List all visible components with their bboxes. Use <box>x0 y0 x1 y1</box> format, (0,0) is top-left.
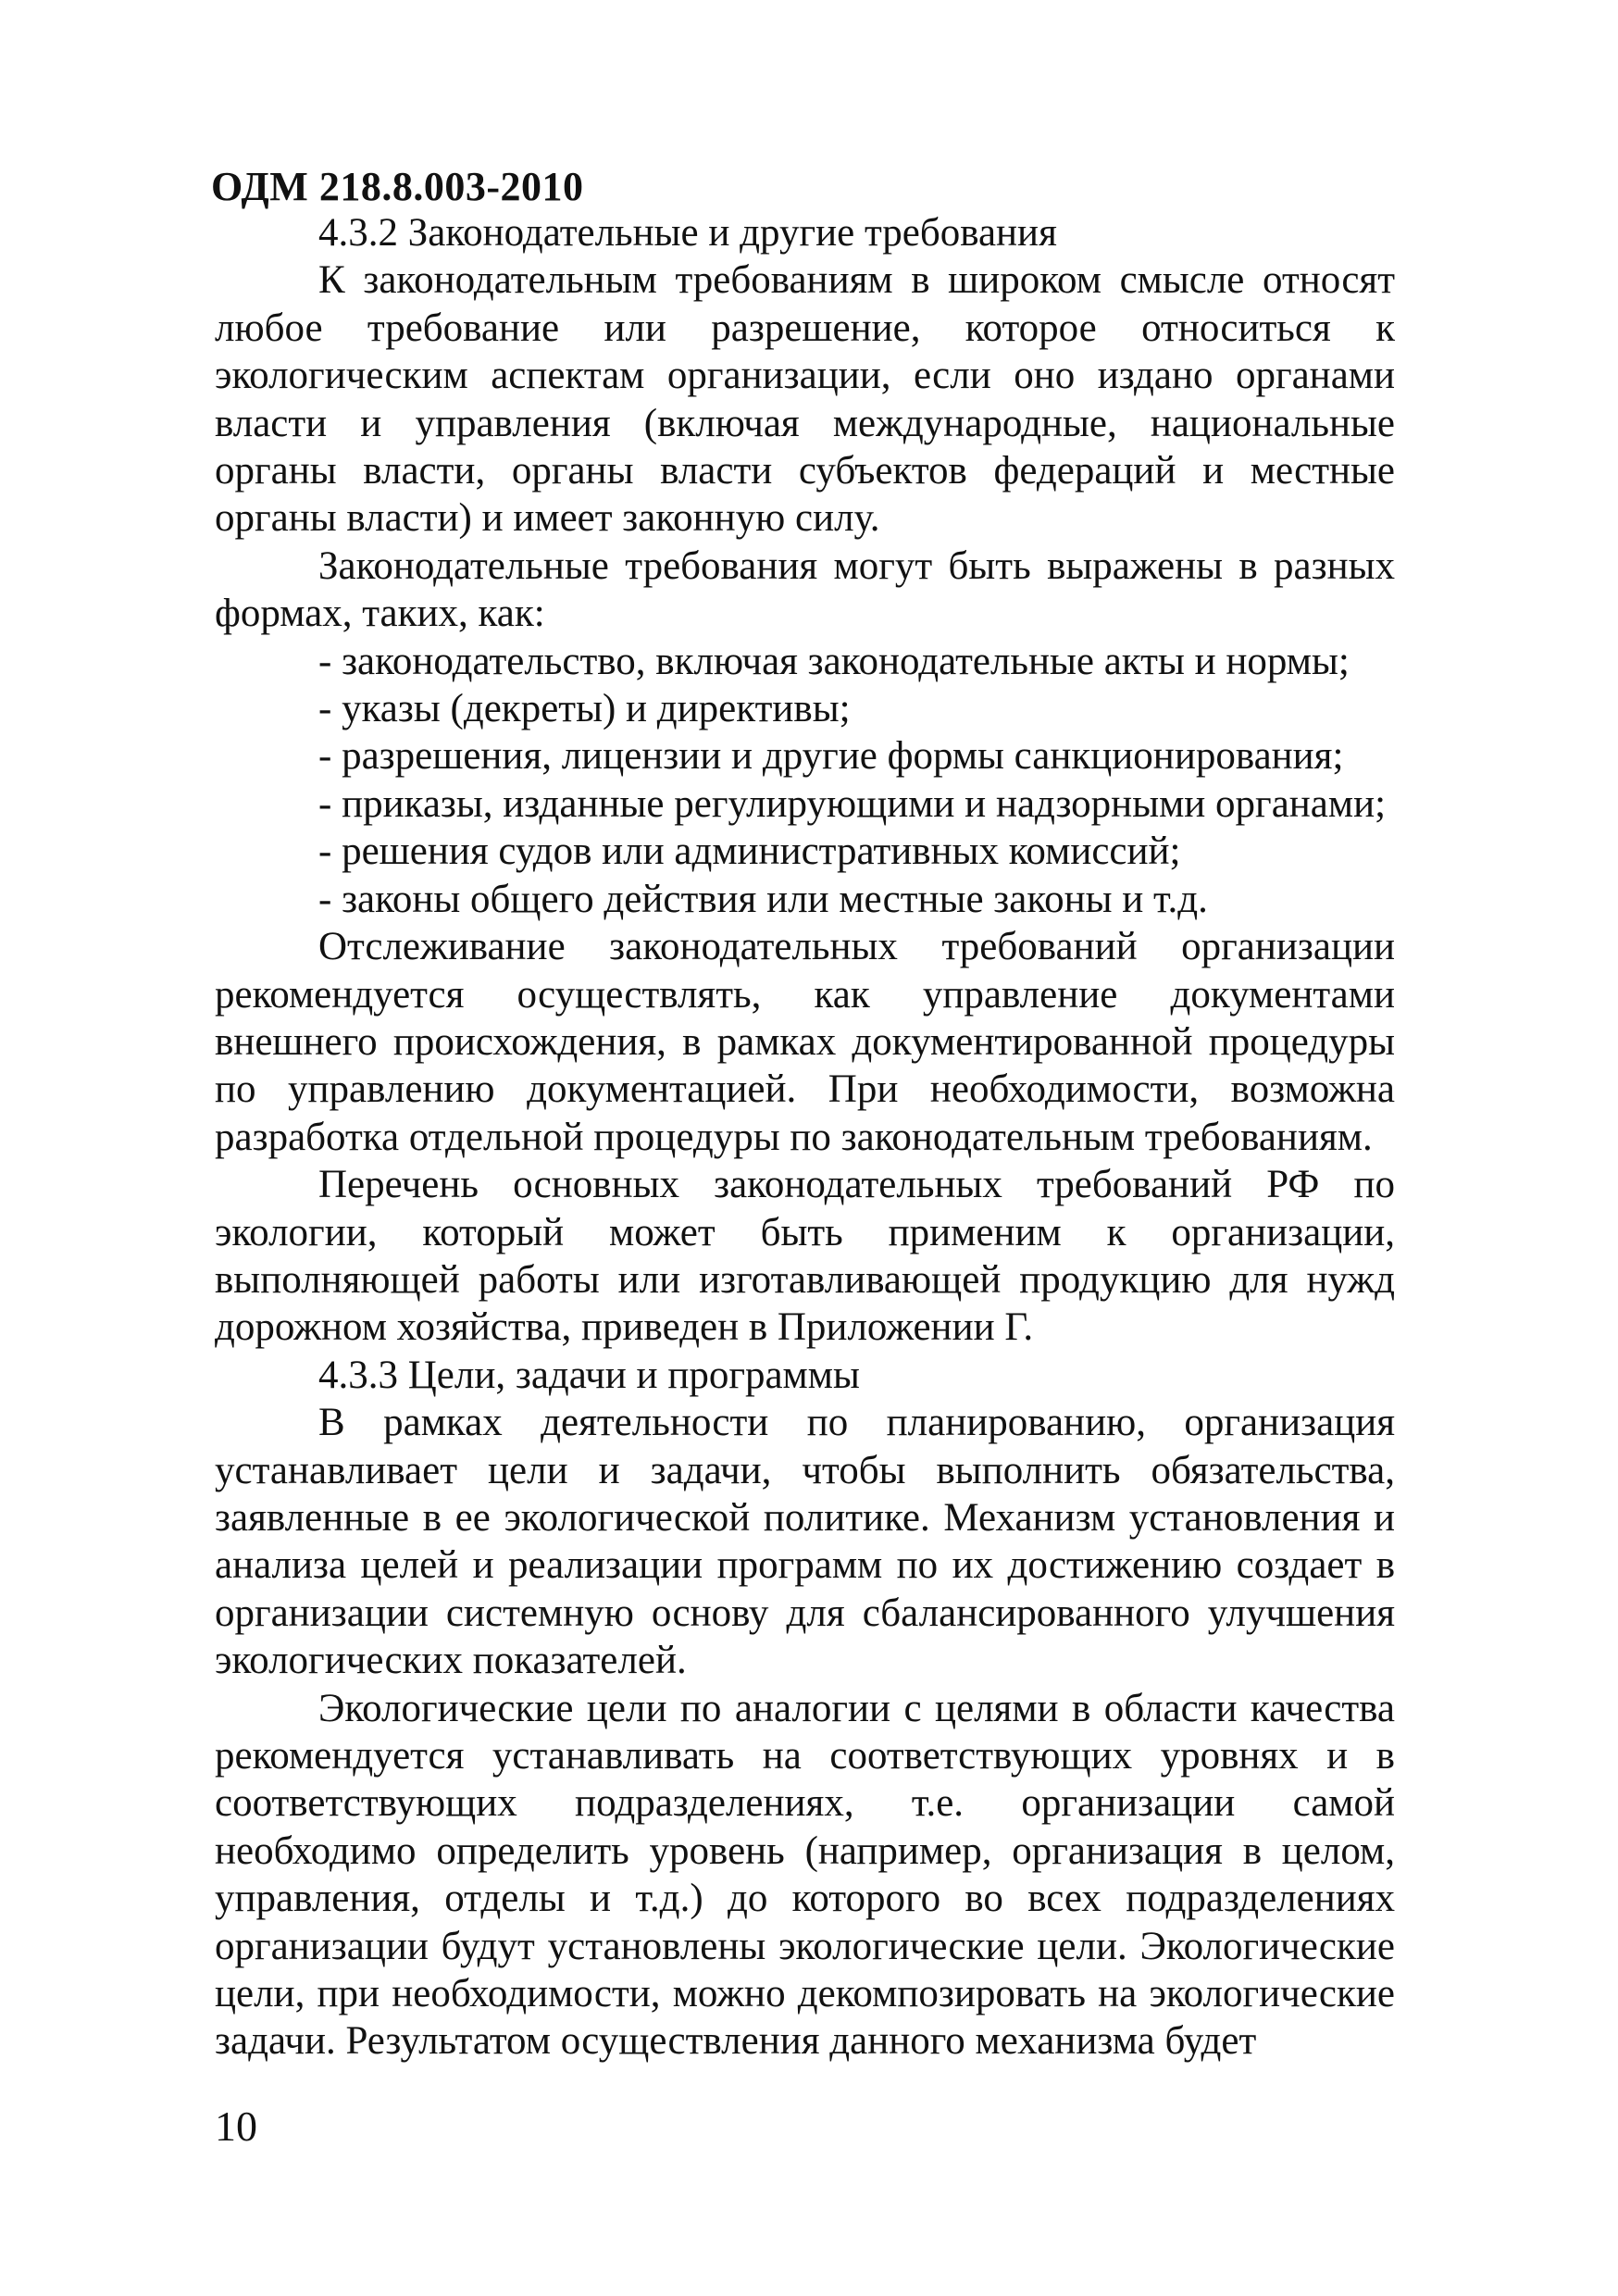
section-heading-4-3-3: 4.3.3 Цели, задачи и программы <box>318 1353 860 1397</box>
paragraph-tracking-requirements: Отслеживание законодательных требований организации рекомендуется осуществлять, как управление документами внешнего происхождения, в рамках документированной процедуры по управлению документацией. При необходимости, возможна разработка отдельной процедуры по законодательным требованиям. <box>215 925 1395 1159</box>
list-item-decrees: - указы (декреты) и директивы; <box>318 687 851 731</box>
paragraph-requirement-forms: Законодательные требования могут быть выражены в разных формах, таких, как: <box>215 543 1395 636</box>
list-item-permissions: - разрешения, лицензии и другие формы санкционирования; <box>318 734 1344 779</box>
list-item-orders: - приказы, изданные регулирующими и надзорными органами; <box>318 781 1387 826</box>
paragraph-planning-goals: В рамках деятельности по планированию, организация устанавливает цели и задачи, чтобы выполнить обязательства, заявленные в ее экологической политике. Механизм установления и анализа целей и реализации программ по их достижению создает в организации системную основу для сбалансированного улучшения экологических показателей. <box>215 1401 1395 1683</box>
list-item-general-laws: - законы общего действия или местные законы и т.д. <box>318 877 1208 921</box>
page-number: 10 <box>215 2103 257 2150</box>
list-item-legislation: - законодательство, включая законодательные акты и нормы; <box>318 639 1350 683</box>
list-item-court-decisions: - решения судов или административных комиссий; <box>318 830 1181 874</box>
document-code: ОДМ 218.8.003-2010 <box>211 164 584 209</box>
paragraph-environmental-goals: Экологические цели по аналогии с целями в области качества рекомендуется устанавливать на соответствующих уровнях и в соответствующих подразделениях, т.е. организации самой необходимо определить уровень (например, организация в целом, управления, отделы и т.д.) до которого во всех подразделениях организации будут установлены экологические цели. Экологические цели, при необходимости, можно декомпозировать на экологические задачи. Результатом осуществления данного механизма будет <box>215 1686 1395 2064</box>
paragraph-legislative-requirements: К законодательным требованиям в широком смысле относят любое требование или разрешение, которое относиться к экологическим аспектам организации, если оно издано органами власти и управления (включая международные, национальные органы власти, органы власти субъектов федераций и местные органы власти) и имеет законную силу. <box>215 258 1395 541</box>
document-body <box>215 209 1395 2065</box>
section-heading-4-3-2: 4.3.2 Законодательные и другие требования <box>318 211 1057 255</box>
paragraph-requirements-list: Перечень основных законодательных требований РФ по экологии, который может быть применим к организации, выполняющей работы или изготавливающей продукцию для нужд дорожном хозяйства, приведен в Приложении Г. <box>215 1163 1395 1350</box>
